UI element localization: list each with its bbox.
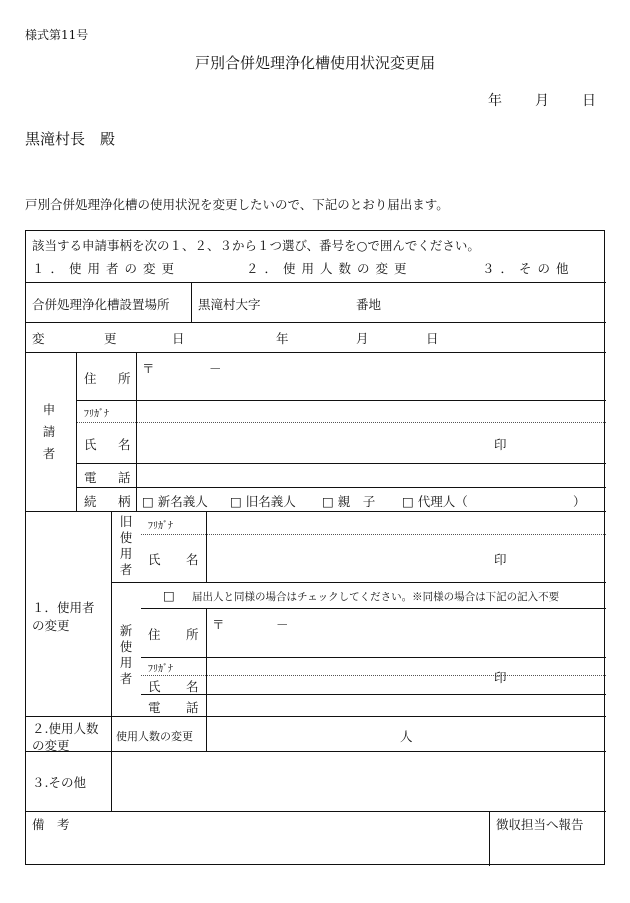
applicant-group-label: 申 請 者 [42,402,56,461]
date-day: 日 [582,93,596,109]
new-user-seal: 印 [494,670,507,685]
old-user-name-label-a: 氏 [148,552,161,567]
option-count-change[interactable]: ２．使用人数の変更 [246,261,413,276]
applicant-seal: 印 [494,437,507,452]
old-user-label: 旧 使 用 者 [119,514,133,577]
applicant-postal-dash: － [209,361,222,376]
user-change-label-line1: １．使用者 [32,600,95,615]
change-date-label-b: 更 [104,331,117,346]
applicant-relation-label-a: 続 [84,494,97,509]
relation-old-owner-checkbox[interactable]: □ 旧名義人 [230,494,296,509]
relation-close-paren: ） [573,494,586,509]
change-date-year: 年 [276,331,289,346]
count-change-label-line2: の変更 [32,738,70,753]
user-change-label-line2: の変更 [32,618,70,633]
old-user-name-label-b: 名 [186,552,199,567]
applicant-address-label-b: 所 [118,371,131,386]
applicant-address-label-a: 住 [84,371,97,386]
intro-text: 戸別合併処理浄化槽の使用状況を変更したいので、下記のとおり届出ます。 [25,197,449,212]
count-change-unit: 人 [400,729,413,744]
change-date-day: 日 [426,331,439,346]
remarks-label: 備 考 [32,817,70,832]
option-other[interactable]: ３．その他 [482,261,575,276]
new-user-name-label-b: 名 [186,679,199,694]
form-table [25,230,605,865]
same-as-applicant-note: 届出人と同様の場合はチェックしてください。※同様の場合は下記の記入不要 [192,591,560,603]
new-user-phone-label-b: 話 [186,700,199,715]
old-user-seal: 印 [494,552,507,567]
new-user-postal-dash: － [276,617,289,632]
relation-agent-checkbox[interactable]: □ 代理人（ [402,494,468,509]
new-user-furigana-label: ﾌﾘｶﾞﾅ [148,664,173,675]
applicant-relation-label-b: 柄 [118,494,131,509]
new-user-address-label-b: 所 [186,627,199,642]
form-title: 戸別合併処理浄化槽使用状況変更届 [194,54,435,72]
form-number: 様式第11号 [25,28,89,42]
location-banchi: 番地 [356,297,382,312]
new-user-name-label-a: 氏 [148,679,161,694]
option-user-change[interactable]: １．使用者の変更 [32,261,181,276]
date-month: 月 [535,93,549,109]
count-change-label-line1: ２.使用人数 [32,721,99,736]
change-date-month: 月 [356,331,369,346]
change-date-label-a: 変 [32,331,45,346]
new-user-phone-label-a: 電 [148,700,161,715]
selection-instruction: 該当する申請事柄を次の１、２、３から１つ選び、番号を○で囲んでください。 [32,238,480,253]
applicant-name-label-b: 名 [118,437,131,452]
addressee: 黒滝村長 殿 [25,130,116,148]
other-label: ３.その他 [32,775,86,790]
applicant-name-label-a: 氏 [84,437,97,452]
new-user-address-label-a: 住 [148,627,161,642]
applicant-phone-label-a: 電 [84,470,97,485]
same-as-applicant-checkbox[interactable]: □ [163,588,175,603]
location-village: 黒滝村大字 [198,297,261,312]
change-date-label-c: 日 [172,331,185,346]
relation-parent-child-checkbox[interactable]: □ 親 子 [322,494,376,509]
relation-new-owner-checkbox[interactable]: □ 新名義人 [142,494,208,509]
new-user-postal-mark: 〒 [212,617,225,632]
location-label: 合併処理浄化槽設置場所 [32,297,170,312]
new-user-label: 新 使 用 者 [119,623,133,686]
applicant-phone-label-b: 話 [118,470,131,485]
applicant-furigana-label: ﾌﾘｶﾞﾅ [84,409,109,420]
date-year: 年 [488,93,502,109]
count-change-field-label: 使用人数の変更 [116,730,193,743]
applicant-postal-mark: 〒 [142,361,155,376]
report-label: 徴収担当へ報告 [496,817,584,832]
old-user-furigana-label: ﾌﾘｶﾞﾅ [148,521,173,532]
